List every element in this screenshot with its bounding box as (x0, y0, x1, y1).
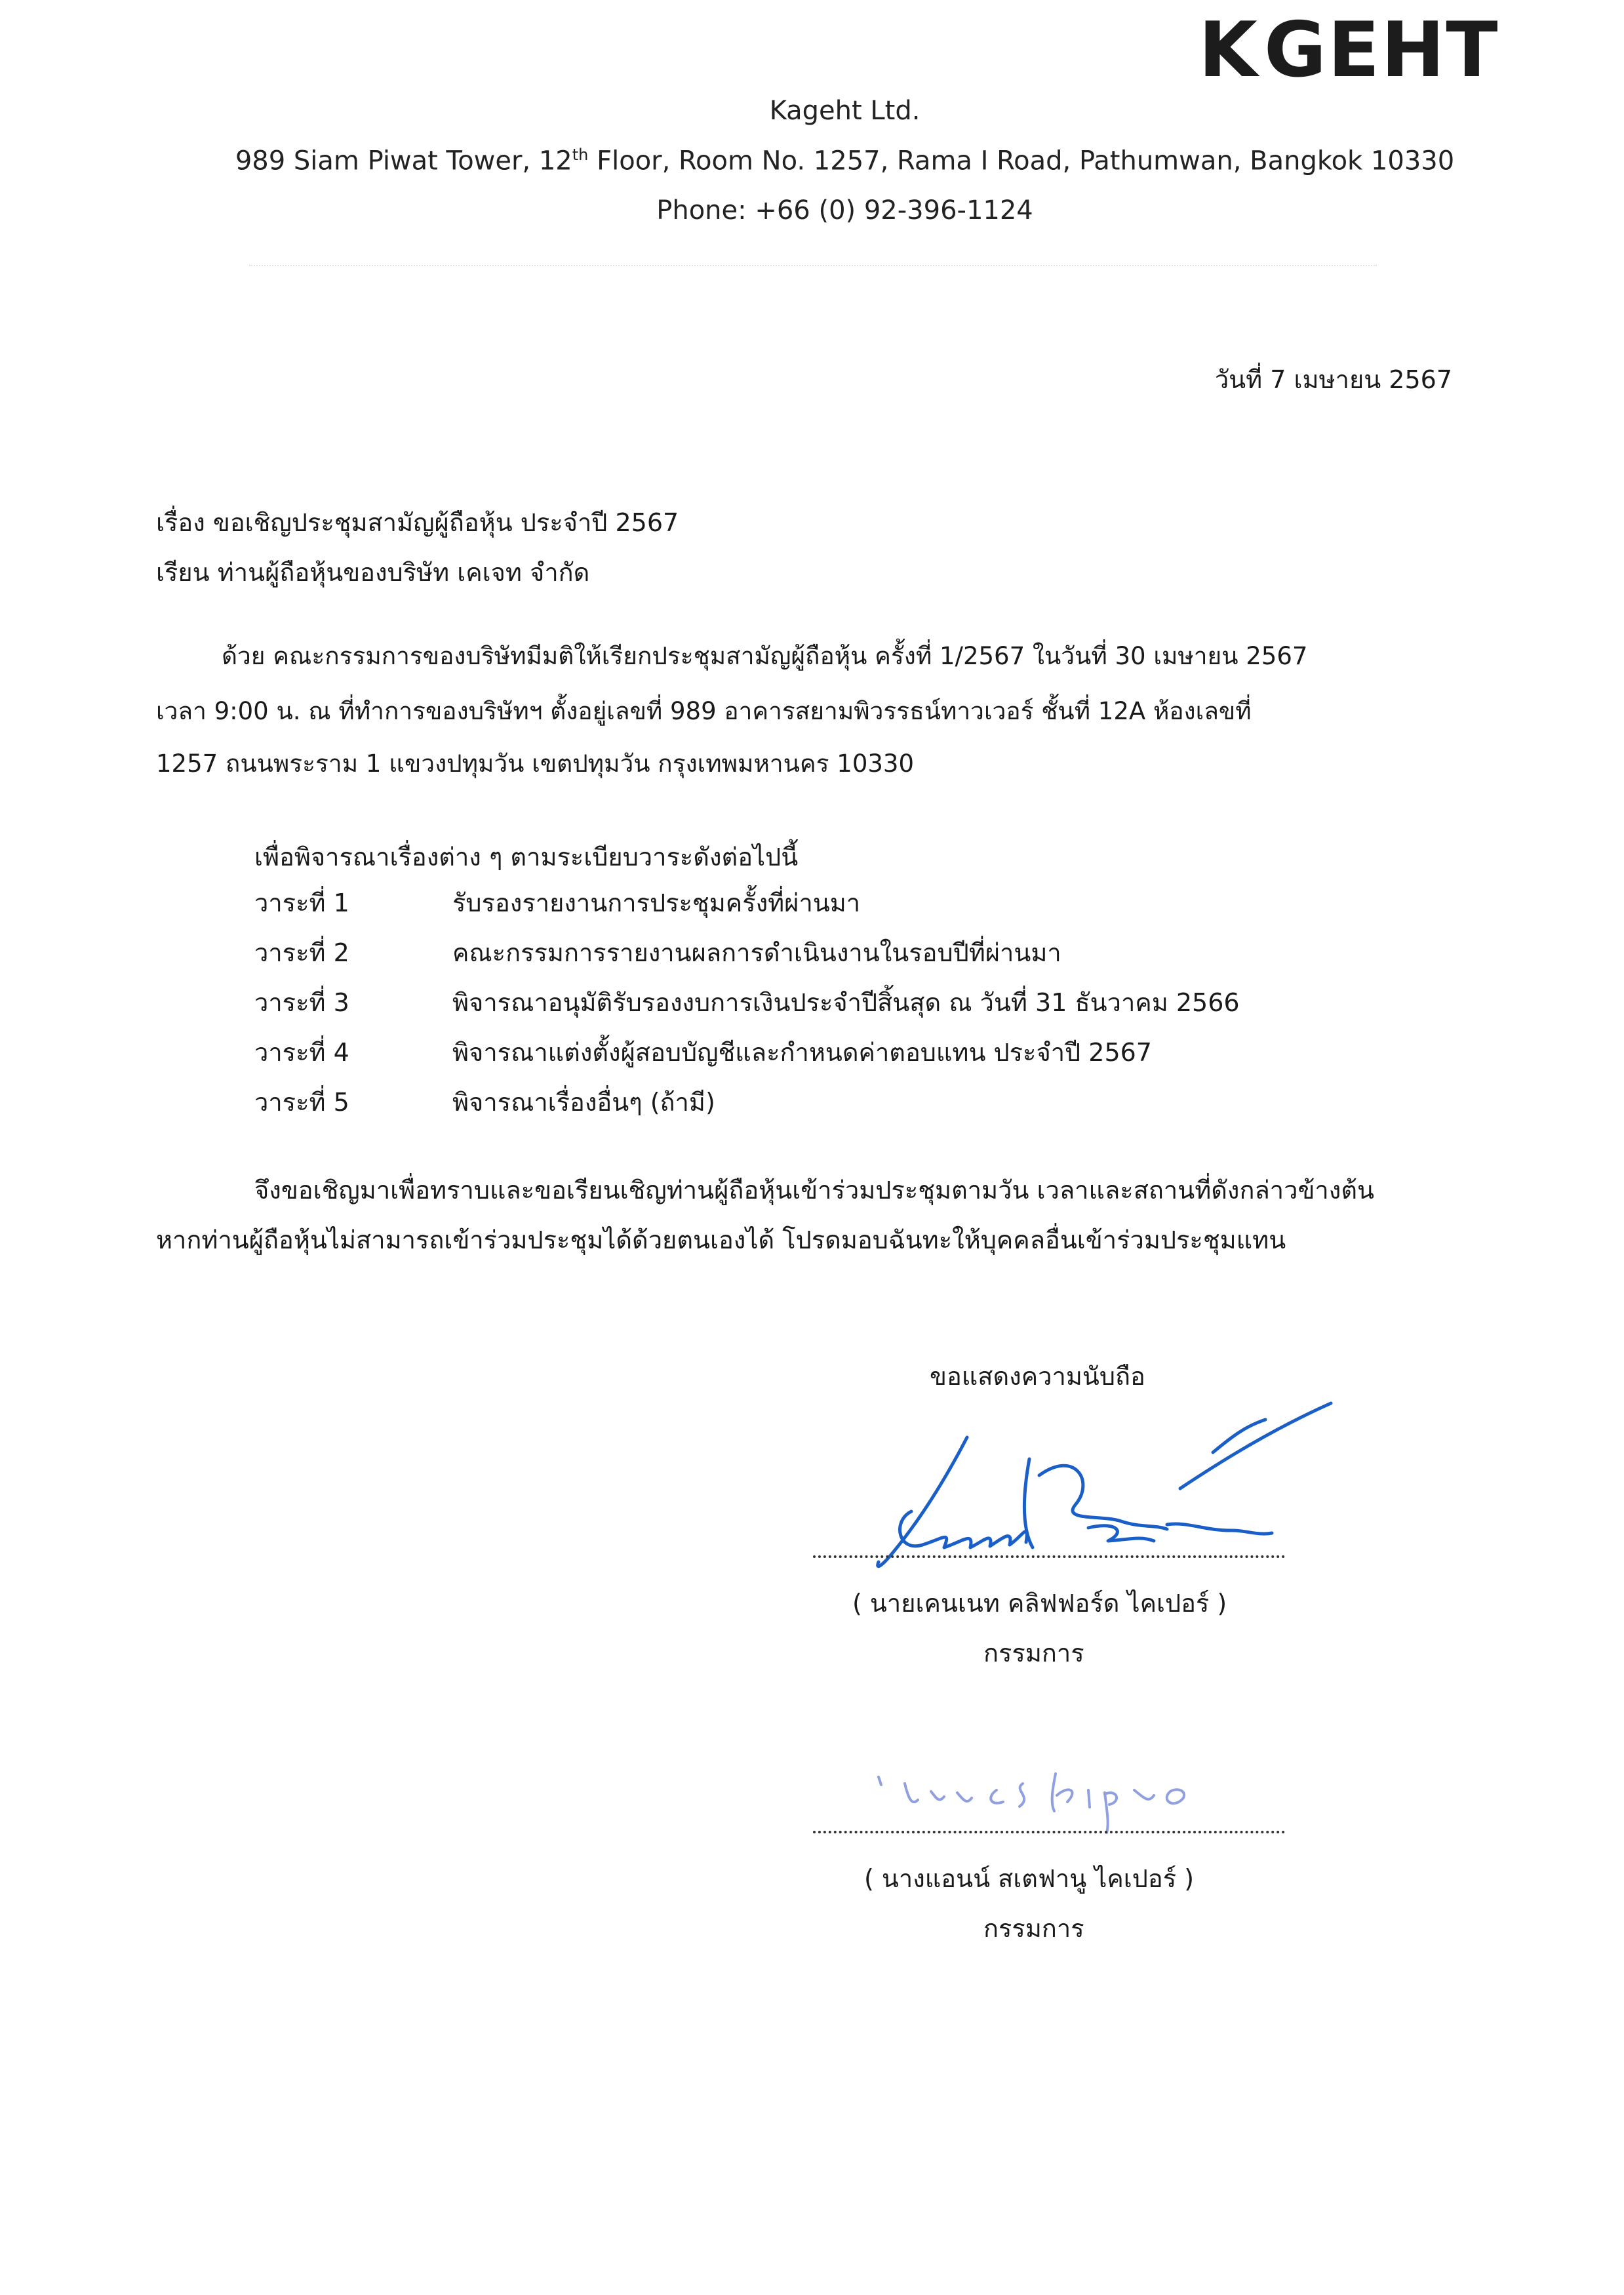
header-divider (249, 265, 1377, 266)
signature-line (813, 1831, 1285, 1833)
agenda-item-text: คณะกรรมการรายงานผลการดำเนินงานในรอบปีที่ผ่านมา (452, 938, 1061, 967)
paragraph-line: เวลา 9:00 น. ณ ที่ทำการของบริษัทฯ ตั้งอยู่เลขที่ 989 อาคารสยามพิวรรธน์ทาวเวอร์ ชั้นที่ 12A ห้องเลขที่ (156, 697, 1252, 725)
signatory-title: กรรมการ (983, 1914, 1084, 1943)
company-name: Kageht Ltd. (769, 96, 921, 126)
paragraph-invitation-line: จึงขอเชิญมาเพื่อทราบและขอเรียนเชิญท่านผู้ถือหุ้นเข้าร่วมประชุมตามวัน เวลาและสถานที่ดังกล่าวข้างต้น (254, 1176, 1374, 1205)
company-logo (1198, 6, 1499, 94)
agenda-item-text: พิจารณาแต่งตั้งผู้สอบบัญชีและกำหนดค่าตอบแทน ประจำปี 2567 (452, 1038, 1152, 1067)
letter-subject: เรื่อง ขอเชิญประชุมสามัญผู้ถือหุ้น ประจำปี 2567 (156, 508, 679, 537)
address-superscript: th (572, 146, 589, 164)
letter-date: วันที่ 7 เมษายน 2567 (1214, 365, 1452, 394)
signatory-name: ( นางแอนน์ สเตฟานู ไคเปอร์ ) (864, 1864, 1195, 1893)
signatory-title: กรรมการ (983, 1639, 1084, 1667)
logo-letters-geht: GEHT (1263, 6, 1499, 94)
letter-recipient: เรียน ท่านผู้ถือหุ้นของบริษัท เคเจท จำกัด (156, 558, 590, 587)
agenda-item-text: พิจารณาเรื่องอื่นๆ (ถ้ามี) (452, 1088, 715, 1117)
agenda-item-label: วาระที่ 1 (254, 888, 349, 917)
signatory-name: ( นายเคนเนท คลิฟฟอร์ด ไคเปอร์ ) (852, 1589, 1227, 1618)
paragraph-invitation-line: หากท่านผู้ถือหุ้นไม่สามารถเข้าร่วมประชุมได้ด้วยตนเองได้ โปรดมอบฉันทะให้บุคคลอื่นเข้าร่วมประชุมแทน (156, 1226, 1286, 1254)
signature-line (813, 1555, 1285, 1558)
agenda-item-label: วาระที่ 2 (254, 938, 349, 967)
agenda-item-text: รับรองรายงานการประชุมครั้งที่ผ่านมา (452, 888, 861, 917)
address-prefix: 989 Siam Piwat Tower, 12 (235, 146, 572, 176)
company-phone: Phone: +66 (0) 92-396-1124 (656, 195, 1033, 226)
signature-1-image (813, 1390, 1403, 1606)
paragraph-line: ด้วย คณะกรรมการของบริษัทมีมติให้เรียกประชุมสามัญผู้ถือหุ้น ครั้งที่ 1/2567 ในวันที่ 30 เมษายน 2567 (222, 642, 1308, 670)
agenda-heading: เพื่อพิจารณาเรื่องต่าง ๆ ตามระเบียบวาระดังต่อไปนี้ (254, 843, 799, 871)
address-suffix: Floor, Room No. 1257, Rama I Road, Pathumwan, Bangkok 10330 (588, 146, 1455, 176)
agenda-item-text: พิจารณาอนุมัติรับรองงบการเงินประจำปีสิ้นสุด ณ วันที่ 31 ธันวาคม 2566 (452, 988, 1240, 1017)
agenda-item-label: วาระที่ 4 (254, 1038, 349, 1067)
company-address (33, 146, 1624, 176)
paragraph-line: 1257 ถนนพระราม 1 แขวงปทุมวัน เขตปทุมวัน กรุงเทพมหานคร 10330 (156, 749, 914, 778)
agenda-item-label: วาระที่ 3 (254, 988, 349, 1017)
logo-letter-k: K (1198, 6, 1259, 94)
agenda-item-label: วาระที่ 5 (254, 1088, 349, 1117)
closing-salutation: ขอแสดงความนับถือ (930, 1362, 1145, 1391)
signature-2-image (852, 1744, 1272, 1843)
